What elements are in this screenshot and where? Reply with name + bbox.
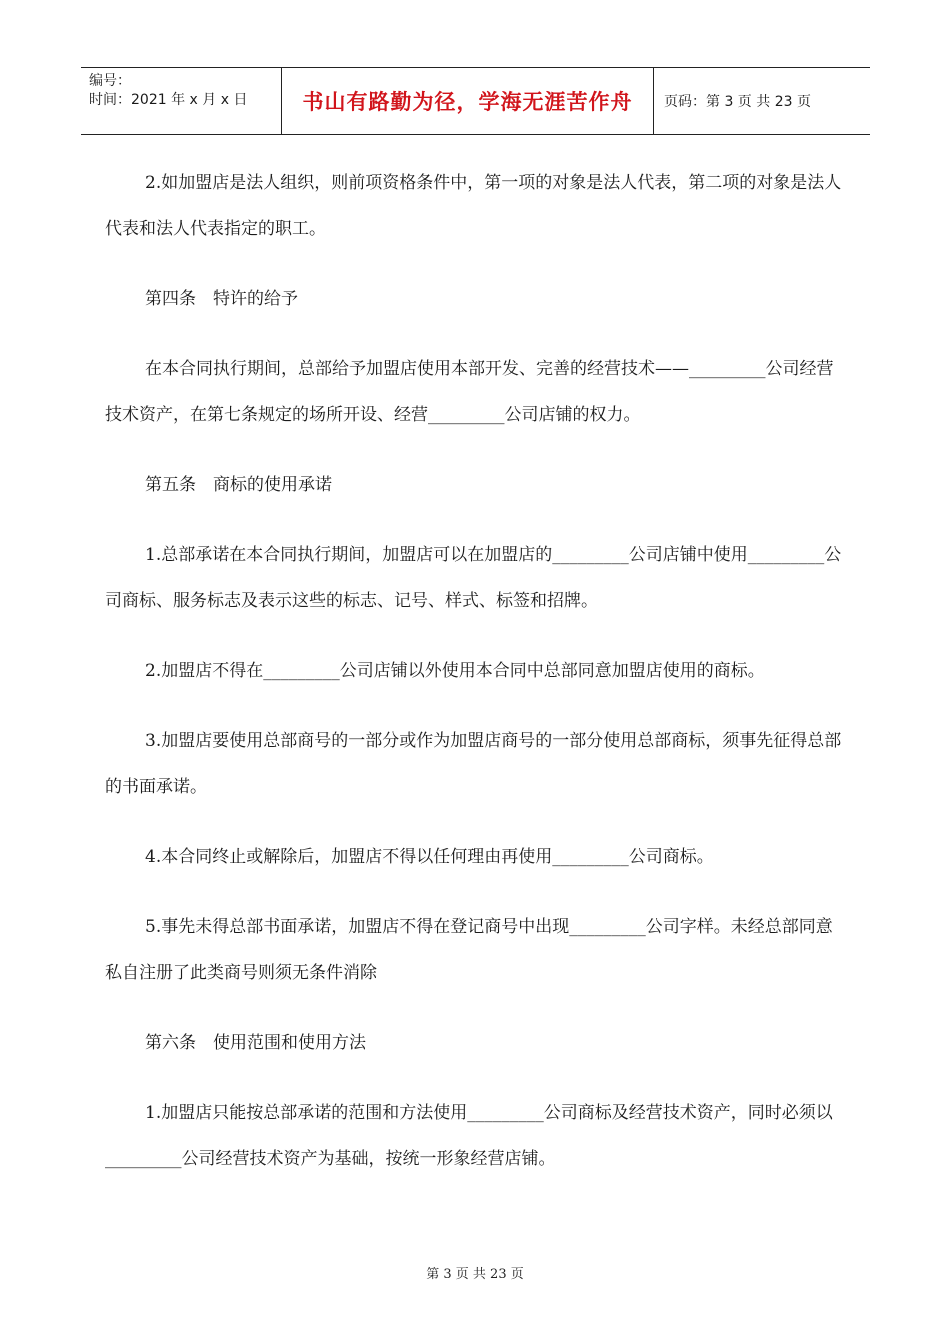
header-table — [81, 67, 870, 135]
header-motto-cell — [282, 68, 654, 134]
paragraph: 1.加盟店只能按总部承诺的范围和方法使用_________公司商标及经营技术资产，同时必须以_________公司经营技术资产为基础，按统一形象经营店铺。 — [105, 1103, 833, 1169]
paragraph: 3.加盟店要使用总部商号的一部分或作为加盟店商号的一部分使用总部商标，须事先征得总部的书面承诺。 — [105, 731, 842, 797]
document-body — [105, 160, 845, 1182]
header-page-cell — [654, 68, 870, 134]
article-heading: 第六条 使用范围和使用方法 — [145, 1033, 366, 1053]
page-info: 页码：第 3 页 共 23 页 — [664, 94, 811, 110]
paragraph: 在本合同执行期间，总部给予加盟店使用本部开发、完善的经营技术——_________公司经营技术资产，在第七条规定的场所开设、经营_________公司店铺的权力。 — [105, 359, 834, 425]
paragraph: 2.加盟店不得在_________公司店铺以外使用本合同中总部同意加盟店使用的商标。 — [145, 661, 765, 681]
paragraph: 4.本合同终止或解除后，加盟店不得以任何理由再使用_________公司商标。 — [145, 847, 714, 867]
number-label: 编号： — [89, 73, 131, 89]
time-label: 时间：2021 年 x 月 x 日 — [89, 92, 248, 108]
paragraph: 2.如加盟店是法人组织，则前项资格条件中，第一项的对象是法人代表，第二项的对象是法人代表和法人代表指定的职工。 — [105, 173, 842, 239]
header-meta-cell — [81, 68, 282, 134]
paragraph: 1.总部承诺在本合同执行期间，加盟店可以在加盟店的_________公司店铺中使用_________公司商标、服务标志及表示这些的标志、记号、样式、标签和招牌。 — [105, 545, 842, 611]
motto-text: 书山有路勤为径，学海无涯苦作舟 — [302, 90, 633, 114]
footer-page-number: 第 3 页 共 23 页 — [426, 1267, 524, 1282]
paragraph: 5.事先未得总部书面承诺，加盟店不得在登记商号中出现_________公司字样。未经总部同意私自注册了此类商号则须无条件消除 — [105, 917, 833, 983]
page-footer — [0, 1263, 950, 1282]
article-heading: 第四条 特许的给予 — [145, 289, 298, 309]
article-heading: 第五条 商标的使用承诺 — [145, 475, 332, 495]
